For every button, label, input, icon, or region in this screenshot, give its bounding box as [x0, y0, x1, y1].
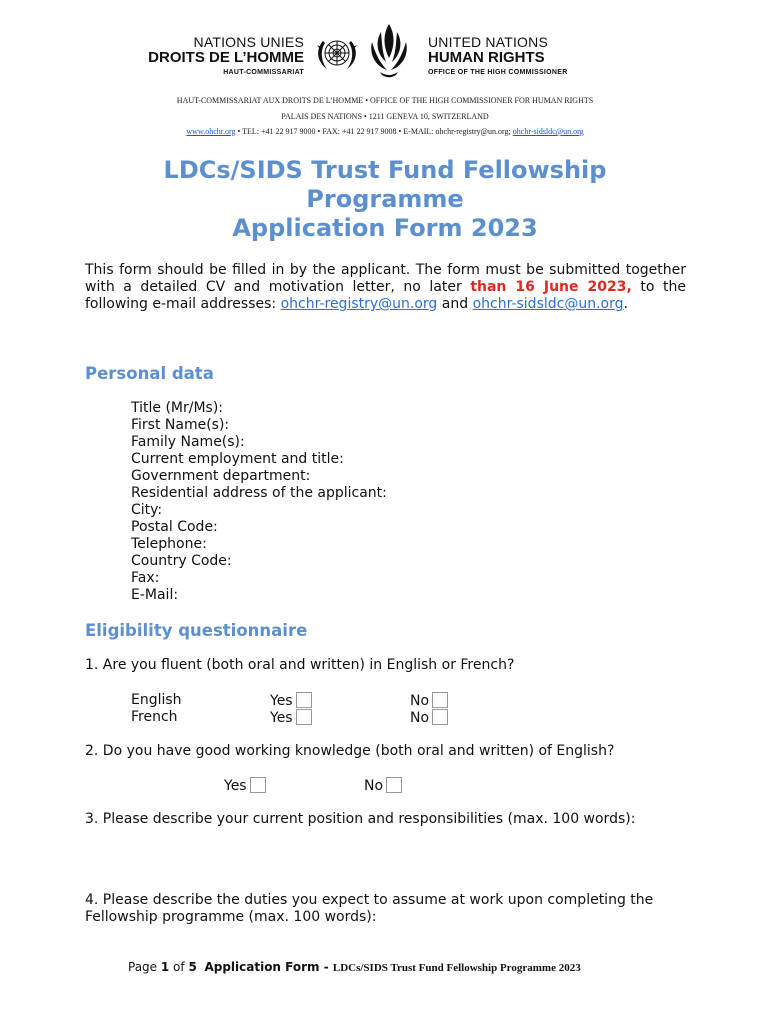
field-email: E-Mail:	[131, 587, 179, 603]
language-label-french: French	[131, 709, 178, 725]
logo-fr-line3: HAUT-COMMISSARIAT	[223, 69, 304, 76]
footer-form-label: Application Form -	[204, 960, 333, 974]
address-line-1: HAUT-COMMISSARIAT AUX DROITS DE L’HOMME • OFFICE OF THE HIGH COMMISSIONER FOR HUMAN RIGHTS	[176, 96, 594, 105]
title-line-1: LDCs/SIDS Trust Fund Fellowship	[163, 156, 607, 184]
logo-fr-line2: DROITS DE L’HOMME	[148, 49, 304, 66]
field-postal-code: Postal Code:	[131, 519, 218, 535]
field-first-name: First Name(s):	[131, 417, 230, 433]
english-knowledge-no-checkbox[interactable]	[386, 777, 402, 793]
yes-label: Yes	[270, 693, 293, 709]
logo-en-line1: UNITED NATIONS	[428, 34, 548, 50]
question-3: 3. Please describe your current position and responsibilities (max. 100 words):	[85, 811, 636, 827]
logo-fr-line1: NATIONS UNIES	[193, 34, 304, 50]
question-1: 1. Are you fluent (both oral and written) in English or French?	[85, 657, 515, 673]
intro-paragraph	[85, 262, 686, 313]
logo-en-line3: OFFICE OF THE HIGH COMMISSIONER	[428, 69, 568, 76]
question-2: 2. Do you have good working knowledge (both oral and written) of English?	[85, 743, 615, 759]
english-yes-option	[270, 692, 312, 710]
yes-label: Yes	[224, 778, 247, 794]
french-no-option	[410, 709, 448, 727]
footer-programme: LDCs/SIDS Trust Fund Fellowship Programme 2023	[332, 962, 581, 974]
footer-page-number: 1	[160, 960, 170, 974]
no-label: No	[364, 778, 384, 794]
question-4: 4. Please describe the duties you expect to assume at work upon completing the Fellowship programme (max. 100 words):	[85, 892, 654, 925]
logo-english	[428, 35, 568, 76]
english-no-option	[410, 692, 448, 710]
footer-page-word: Page	[128, 960, 161, 974]
field-country-code: Country Code:	[131, 553, 232, 569]
field-residential-address: Residential address of the applicant:	[131, 485, 387, 501]
deadline-text: than 16 June 2023,	[470, 279, 632, 295]
contact-line	[0, 127, 770, 136]
field-fax: Fax:	[131, 570, 160, 586]
document-title	[0, 156, 770, 243]
address-line-2: PALAIS DES NATIONS • 1211 GENEVA 10, SWITZERLAND	[281, 112, 489, 121]
no-label: No	[410, 710, 430, 726]
un-emblem-icon	[313, 33, 361, 75]
website-link[interactable]: www.ohchr.org	[186, 127, 236, 136]
footer-of-word: of	[169, 960, 189, 974]
field-government-department: Government department:	[131, 468, 311, 484]
sidsldc-email-link[interactable]: ohchr-sidsldc@un.org	[512, 127, 584, 136]
field-city: City:	[131, 502, 163, 518]
personal-data-fields	[131, 400, 387, 604]
field-telephone: Telephone:	[131, 536, 207, 552]
english-knowledge-yes-checkbox[interactable]	[250, 777, 266, 793]
title-line-2: Programme	[306, 185, 464, 213]
field-family-name: Family Name(s):	[131, 434, 245, 450]
english-knowledge-yes-option	[224, 777, 266, 795]
contact-details: • TEL: +41 22 917 9000 • FAX: +41 22 917 9008 • E-MAIL: ohchr-registry@un.org;	[235, 127, 513, 136]
personal-data-heading: Personal data	[85, 364, 214, 383]
field-employment: Current employment and title:	[131, 451, 344, 467]
french-no-checkbox[interactable]	[432, 709, 448, 725]
sidsldc-email-link-intro[interactable]: ohchr-sidsldc@un.org	[472, 296, 624, 312]
french-yes-checkbox[interactable]	[296, 709, 312, 725]
registry-email-link[interactable]: ohchr-registry@un.org	[280, 296, 438, 312]
logo-french	[148, 35, 304, 76]
intro-text: This form should be filled in by the applicant. The form must be submitted together with a detailed CV and motivation letter, no later	[85, 262, 686, 295]
human-rights-flame-icon	[366, 22, 412, 78]
logo-en-line2: HUMAN RIGHTS	[428, 49, 545, 66]
yes-label: Yes	[270, 710, 293, 726]
english-yes-checkbox[interactable]	[296, 692, 312, 708]
language-label-english: English	[131, 692, 182, 708]
intro-and-text: and	[437, 296, 473, 312]
intro-middle-text: to the following e-mail addresses:	[85, 279, 686, 312]
english-knowledge-no-option	[364, 777, 402, 795]
footer-page-total: 5	[188, 960, 197, 974]
french-yes-option	[270, 709, 312, 727]
eligibility-heading: Eligibility questionnaire	[85, 621, 308, 640]
page-footer	[128, 960, 581, 974]
intro-end: .	[623, 296, 628, 312]
title-line-3: Application Form 2023	[232, 214, 538, 242]
no-label: No	[410, 693, 430, 709]
english-no-checkbox[interactable]	[432, 692, 448, 708]
field-title: Title (Mr/Ms):	[131, 400, 224, 416]
